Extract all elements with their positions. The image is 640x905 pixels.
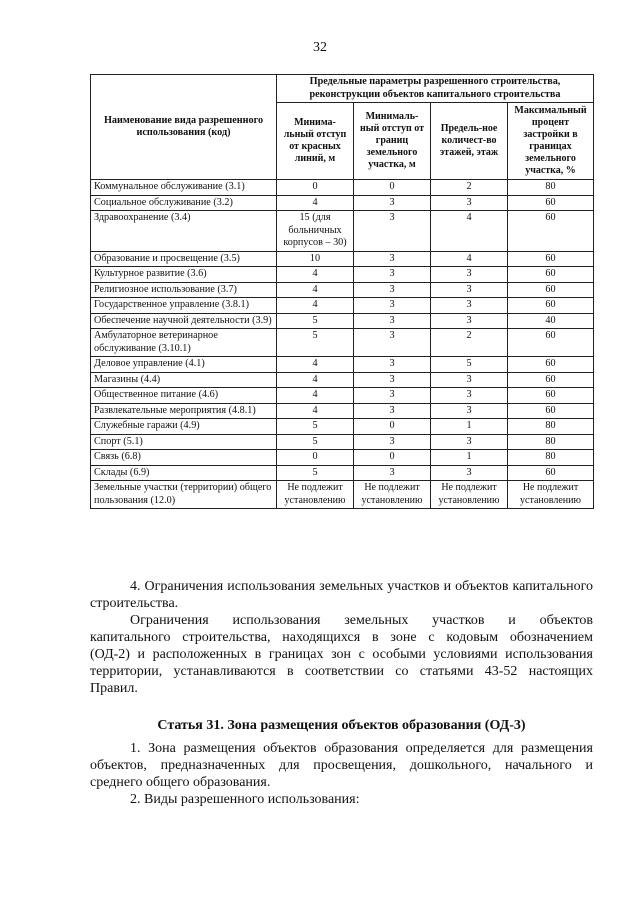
use-type-cell: Религиозное использование (3.7) (91, 282, 277, 298)
boundary-setback-cell: 3 (354, 195, 431, 211)
red-line-setback-cell: 0 (277, 180, 354, 196)
table-row (91, 450, 594, 466)
max-floors-cell: 3 (431, 388, 508, 404)
max-coverage-cell: 60 (508, 195, 594, 211)
use-type-cell: Обеспечение научной деятельности (3.9) (91, 313, 277, 329)
table-row (91, 388, 594, 404)
use-type-cell: Спорт (5.1) (91, 434, 277, 450)
red-line-setback-cell: 5 (277, 434, 354, 450)
use-type-cell: Образование и просвещение (3.5) (91, 251, 277, 267)
red-line-setback-cell: 15 (для больничных корпусов – 30) (277, 211, 354, 252)
max-floors-cell: 3 (431, 434, 508, 450)
use-type-cell: Склады (6.9) (91, 465, 277, 481)
use-type-cell: Общественное питание (4.6) (91, 388, 277, 404)
red-line-setback-cell: 5 (277, 465, 354, 481)
use-type-cell: Деловое управление (4.1) (91, 357, 277, 373)
max-coverage-cell: 60 (508, 329, 594, 357)
paragraph-restrictions-body (90, 612, 593, 697)
max-coverage-cell: 60 (508, 403, 594, 419)
max-floors-cell: Не подлежит установлению (431, 481, 508, 509)
table-row (91, 419, 594, 435)
use-type-cell: Социальное обслуживание (3.2) (91, 195, 277, 211)
max-floors-cell: 3 (431, 403, 508, 419)
max-coverage-cell: 60 (508, 251, 594, 267)
red-line-setback-cell: 0 (277, 450, 354, 466)
max-coverage-cell: 60 (508, 465, 594, 481)
max-floors-cell: 3 (431, 465, 508, 481)
column-group-header: Предельные параметры разрешенного строительства, реконструкции объектов капитального строительства (277, 75, 594, 103)
max-coverage-cell: 80 (508, 180, 594, 196)
table-row (91, 372, 594, 388)
column-header-max-floors: Предель-ное количест-во этажей, этаж (431, 103, 508, 180)
max-floors-cell: 1 (431, 450, 508, 466)
use-type-cell: Государственное управление (3.8.1) (91, 298, 277, 314)
red-line-setback-cell: Не подлежит установлению (277, 481, 354, 509)
max-floors-cell: 3 (431, 298, 508, 314)
article-heading: Статья 31. Зона размещения объектов образования (ОД-3) (157, 718, 526, 733)
boundary-setback-cell: 3 (354, 357, 431, 373)
table-row (91, 195, 594, 211)
max-coverage-cell: 60 (508, 211, 594, 252)
table-body (91, 180, 594, 509)
red-line-setback-cell: 4 (277, 298, 354, 314)
max-floors-cell: 3 (431, 267, 508, 283)
red-line-setback-cell: 4 (277, 282, 354, 298)
max-coverage-cell: 80 (508, 434, 594, 450)
parameters-table (90, 74, 594, 509)
max-floors-cell: 4 (431, 211, 508, 252)
column-header-red-line-setback: Минима-льный отступ от красных линий, м (277, 103, 354, 180)
text-line: объектов, предназначенных для просвещения, дошкольного, начального и (90, 758, 593, 773)
max-floors-cell: 3 (431, 195, 508, 211)
boundary-setback-cell: Не подлежит установлению (354, 481, 431, 509)
table-row (91, 282, 594, 298)
max-coverage-cell: 80 (508, 419, 594, 435)
table-header-row (91, 75, 594, 103)
text-line: среднего общего образования. (90, 775, 271, 790)
paragraph-zone-definition (90, 740, 593, 791)
text-line: (ОД-2) и расположенных в границах зон с особыми условиями использования (90, 647, 593, 662)
max-coverage-cell: 40 (508, 313, 594, 329)
red-line-setback-cell: 5 (277, 313, 354, 329)
text-line: территории, устанавливаются в соответствии со статьями 43-52 настоящих (90, 664, 593, 679)
paragraph-permitted-uses: 2. Виды разрешенного использования: (130, 792, 360, 807)
red-line-setback-cell: 5 (277, 329, 354, 357)
red-line-setback-cell: 4 (277, 267, 354, 283)
red-line-setback-cell: 4 (277, 357, 354, 373)
max-coverage-cell: 60 (508, 388, 594, 404)
table-row (91, 434, 594, 450)
max-coverage-cell: 60 (508, 282, 594, 298)
column-header-boundary-setback: Минималь-ный отступ от границ земельного участка, м (354, 103, 431, 180)
table-row (91, 251, 594, 267)
boundary-setback-cell: 3 (354, 313, 431, 329)
table-row (91, 357, 594, 373)
table-row (91, 313, 594, 329)
table-row (91, 298, 594, 314)
table-row (91, 180, 594, 196)
max-floors-cell: 3 (431, 372, 508, 388)
use-type-cell: Связь (6.8) (91, 450, 277, 466)
max-coverage-cell: 60 (508, 357, 594, 373)
boundary-setback-cell: 0 (354, 450, 431, 466)
boundary-setback-cell: 3 (354, 282, 431, 298)
table-row (91, 465, 594, 481)
page-number: 32 (313, 40, 327, 55)
text-line: капитального строительства, находящихся в зоне с кодовым обозначением (90, 630, 593, 645)
use-type-cell: Культурное развитие (3.6) (91, 267, 277, 283)
table-row (91, 211, 594, 252)
boundary-setback-cell: 3 (354, 251, 431, 267)
table-row (91, 329, 594, 357)
boundary-setback-cell: 3 (354, 211, 431, 252)
boundary-setback-cell: 3 (354, 329, 431, 357)
max-floors-cell: 1 (431, 419, 508, 435)
red-line-setback-cell: 5 (277, 419, 354, 435)
table-row (91, 403, 594, 419)
red-line-setback-cell: 10 (277, 251, 354, 267)
red-line-setback-cell: 4 (277, 195, 354, 211)
boundary-setback-cell: 3 (354, 388, 431, 404)
boundary-setback-cell: 3 (354, 372, 431, 388)
max-floors-cell: 5 (431, 357, 508, 373)
use-type-cell: Коммунальное обслуживание (3.1) (91, 180, 277, 196)
use-type-cell: Служебные гаражи (4.9) (91, 419, 277, 435)
max-floors-cell: 3 (431, 282, 508, 298)
text-line: Ограничения использования земельных участков и объектов (130, 613, 593, 628)
column-header-max-coverage: Максимальный процент застройки в границах земельного участка, % (508, 103, 594, 180)
use-type-cell: Здравоохранение (3.4) (91, 211, 277, 252)
column-header-name: Наименование вида разрешенного использования (код) (91, 75, 277, 180)
max-floors-cell: 3 (431, 313, 508, 329)
max-floors-cell: 2 (431, 180, 508, 196)
max-coverage-cell: 80 (508, 450, 594, 466)
max-coverage-cell: 60 (508, 267, 594, 283)
boundary-setback-cell: 3 (354, 298, 431, 314)
boundary-setback-cell: 3 (354, 465, 431, 481)
red-line-setback-cell: 4 (277, 388, 354, 404)
text-line: Правил. (90, 681, 138, 696)
paragraph-restrictions-title: 4. Ограничения использования земельных участков и объектов капитального строительства. (90, 579, 593, 611)
max-coverage-cell: Не подлежит установлению (508, 481, 594, 509)
use-type-cell: Амбулаторное ветеринарное обслуживание (3.10.1) (91, 329, 277, 357)
table-row (91, 267, 594, 283)
boundary-setback-cell: 0 (354, 419, 431, 435)
boundary-setback-cell: 0 (354, 180, 431, 196)
red-line-setback-cell: 4 (277, 403, 354, 419)
text-line: 1. Зона размещения объектов образования определяется для размещения (130, 741, 593, 756)
boundary-setback-cell: 3 (354, 434, 431, 450)
boundary-setback-cell: 3 (354, 403, 431, 419)
max-coverage-cell: 60 (508, 372, 594, 388)
max-coverage-cell: 60 (508, 298, 594, 314)
max-floors-cell: 4 (431, 251, 508, 267)
table-row (91, 481, 594, 509)
boundary-setback-cell: 3 (354, 267, 431, 283)
use-type-cell: Магазины (4.4) (91, 372, 277, 388)
use-type-cell: Земельные участки (территории) общего пользования (12.0) (91, 481, 277, 509)
use-type-cell: Развлекательные мероприятия (4.8.1) (91, 403, 277, 419)
red-line-setback-cell: 4 (277, 372, 354, 388)
max-floors-cell: 2 (431, 329, 508, 357)
